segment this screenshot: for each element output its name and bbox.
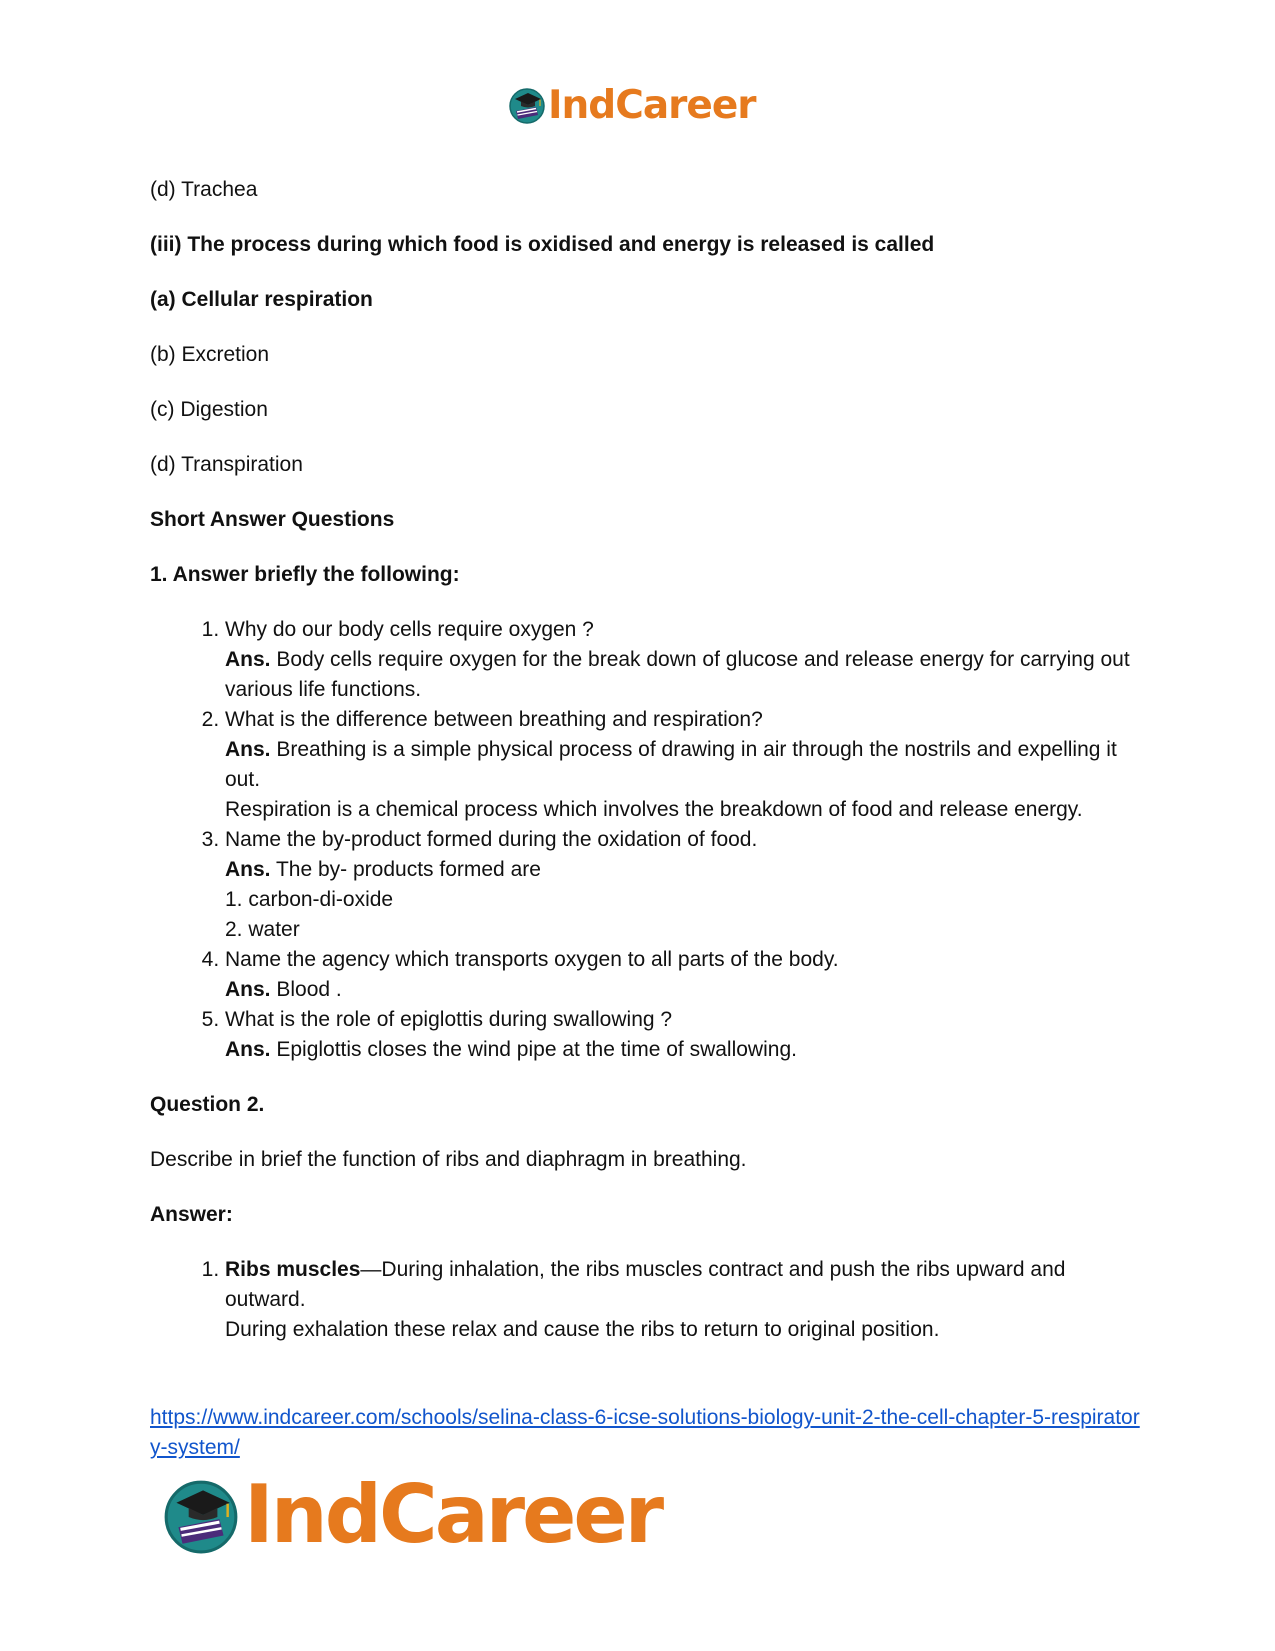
question-item xyxy=(225,945,1140,1005)
answer-line xyxy=(225,1255,1140,1315)
answer-list xyxy=(150,1255,1140,1345)
question-item xyxy=(225,1005,1140,1065)
answer-text: —During inhalation, the ribs muscles contract and push the ribs upward and outward. xyxy=(225,1258,1066,1311)
header-logo xyxy=(507,80,756,130)
answer-line: During exhalation these relax and cause the ribs to return to original position. xyxy=(225,1318,940,1341)
question-text: 2. What is the difference between breathing and respiration? xyxy=(225,708,763,731)
footer-logo xyxy=(160,1470,661,1560)
document-body xyxy=(150,175,1140,1370)
text-line: (d) Transpiration xyxy=(150,453,303,476)
short-answer-list xyxy=(150,615,1140,1065)
answer-text: Body cells require oxygen for the break down of glucose and release energy for carrying out various life functions. xyxy=(225,648,1130,701)
answer-text: Breathing is a simple physical process of drawing in air through the nostrils and expelling it out. xyxy=(225,738,1117,791)
answer-term: Ribs muscles xyxy=(225,1258,361,1281)
question-text: 1. Why do our body cells require oxygen ? xyxy=(225,618,594,641)
answer-item xyxy=(225,1255,1140,1345)
logo-wordmark: IndCareer xyxy=(548,82,756,128)
answer-text: Epiglottis closes the wind pipe at the time of swallowing. xyxy=(270,1038,797,1061)
ans-label: Ans. xyxy=(225,1038,271,1061)
text-line: (c) Digestion xyxy=(150,398,268,421)
question-2-heading: Question 2. xyxy=(150,1093,265,1116)
answer-text: 2. water xyxy=(225,918,300,941)
answer-line xyxy=(225,915,1140,945)
answer-heading: Answer: xyxy=(150,1203,233,1226)
logo-wordmark: IndCareer xyxy=(244,1468,662,1561)
question-text: 4. Name the agency which transports oxygen to all parts of the body. xyxy=(225,948,839,971)
answer-line xyxy=(225,795,1140,825)
answer-line xyxy=(225,975,1140,1005)
option-list xyxy=(150,175,1140,590)
answer-text: Respiration is a chemical process which involves the breakdown of food and release energy. xyxy=(225,798,1083,821)
question-2-prompt: Describe in brief the function of ribs and diaphragm in breathing. xyxy=(150,1148,747,1171)
text-line: 1. Answer briefly the following: xyxy=(150,563,460,586)
question-text: 3. Name the by-product formed during the oxidation of food. xyxy=(225,828,758,851)
text-line: (iii) The process during which food is oxidised and energy is released is called xyxy=(150,233,935,256)
answer-text: Blood . xyxy=(270,978,342,1001)
question-item xyxy=(225,825,1140,945)
ans-label: Ans. xyxy=(225,978,271,1001)
question-item xyxy=(225,705,1140,825)
text-line: Short Answer Questions xyxy=(150,508,395,531)
answer-text: The by- products formed are xyxy=(270,858,541,881)
answer-line xyxy=(225,855,1140,885)
question-text: 5. What is the role of epiglottis during swallowing ? xyxy=(225,1008,673,1031)
answer-line xyxy=(225,885,1140,915)
answer-line xyxy=(225,645,1140,705)
text-line: (b) Excretion xyxy=(150,343,270,366)
ans-label: Ans. xyxy=(225,648,271,671)
question-item xyxy=(225,615,1140,705)
text-line: (d) Trachea xyxy=(150,178,258,201)
ans-label: Ans. xyxy=(225,738,271,761)
ans-label: Ans. xyxy=(225,858,271,881)
source-url-link[interactable]: https://www.indcareer.com/schools/selina-class-6-icse-solutions-biology-unit-2-the-cell-chapter-5-respiratory-system/ xyxy=(150,1406,1140,1459)
text-line: (a) Cellular respiration xyxy=(150,288,373,311)
graduation-cap-book-icon xyxy=(507,85,547,125)
answer-line xyxy=(225,1035,1140,1065)
answer-line xyxy=(225,735,1140,795)
answer-text: 1. carbon-di-oxide xyxy=(225,888,394,911)
graduation-cap-book-icon xyxy=(160,1474,242,1556)
